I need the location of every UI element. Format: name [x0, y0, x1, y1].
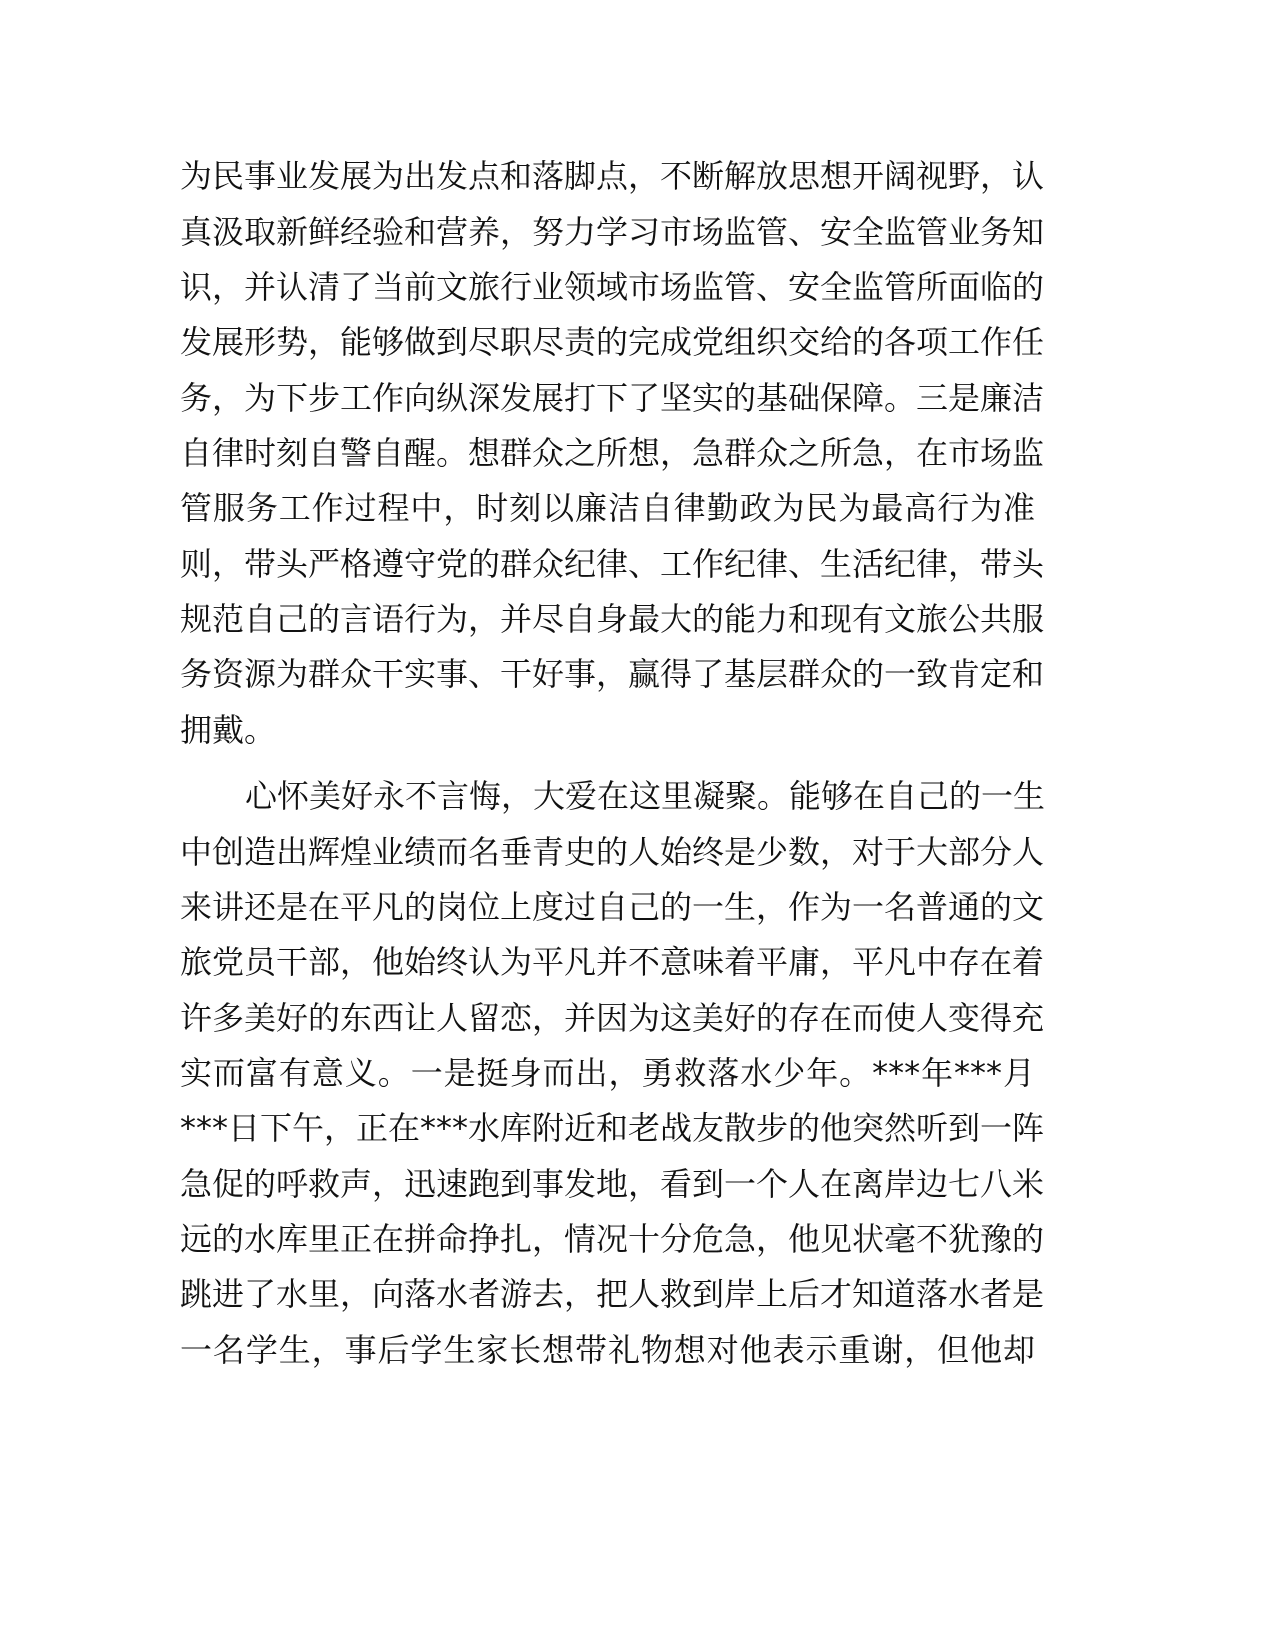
text-line: 中创造出辉煌业绩而名垂青史的人始终是少数，对于大部分人 [180, 833, 1045, 871]
text-line: 旅党员干部，他始终认为平凡并不意味着平庸，平凡中存在着 [180, 943, 1045, 981]
text-line: 急促的呼救声，迅速跑到事发地，看到一个人在离岸边七八米 [180, 1165, 1045, 1203]
text-line: 一名学生，事后学生家长想带礼物想对他表示重谢，但他却 [180, 1331, 1035, 1369]
text-line: 识，并认清了当前文旅行业领域市场监管、安全监管所面临的 [180, 268, 1045, 306]
text-line: 拥戴。 [180, 711, 277, 749]
text-line: 心怀美好永不言悔，大爱在这里凝聚。能够在自己的一生 [245, 777, 1046, 815]
text-line: 则，带头严格遵守党的群众纪律、工作纪律、生活纪律，带头 [180, 545, 1045, 583]
text-line: ***日下午，正在***水库附近和老战友散步的他突然听到一阵 [180, 1109, 1045, 1147]
text-line: 务资源为群众干实事、干好事，赢得了基层群众的一致肯定和 [180, 655, 1045, 693]
text-line: 管服务工作过程中，时刻以廉洁自律勤政为民为最高行为准 [180, 489, 1035, 527]
text-line: 来讲还是在平凡的岗位上度过自己的一生，作为一名普通的文 [180, 888, 1045, 926]
text-line: 规范自己的言语行为，并尽自身最大的能力和现有文旅公共服 [180, 600, 1045, 638]
text-line: 务，为下步工作向纵深发展打下了坚实的基础保障。三是廉洁 [180, 379, 1045, 417]
text-line: 实而富有意义。一是挺身而出，勇救落水少年。***年***月 [180, 1054, 1035, 1092]
text-line: 为民事业发展为出发点和落脚点，不断解放思想开阔视野，认 [180, 157, 1045, 195]
text-line: 发展形势，能够做到尽职尽责的完成党组织交给的各项工作任 [180, 323, 1045, 361]
text-line: 真汲取新鲜经验和营养，努力学习市场监管、安全监管业务知 [180, 213, 1045, 251]
text-line: 远的水库里正在拼命挣扎，情况十分危急，他见状毫不犹豫的 [180, 1220, 1045, 1258]
text-line: 跳进了水里，向落水者游去，把人救到岸上后才知道落水者是 [180, 1275, 1045, 1313]
text-line: 自律时刻自警自醒。想群众之所想，急群众之所急，在市场监 [180, 434, 1045, 472]
text-line: 许多美好的东西让人留恋，并因为这美好的存在而使人变得充 [180, 999, 1045, 1037]
